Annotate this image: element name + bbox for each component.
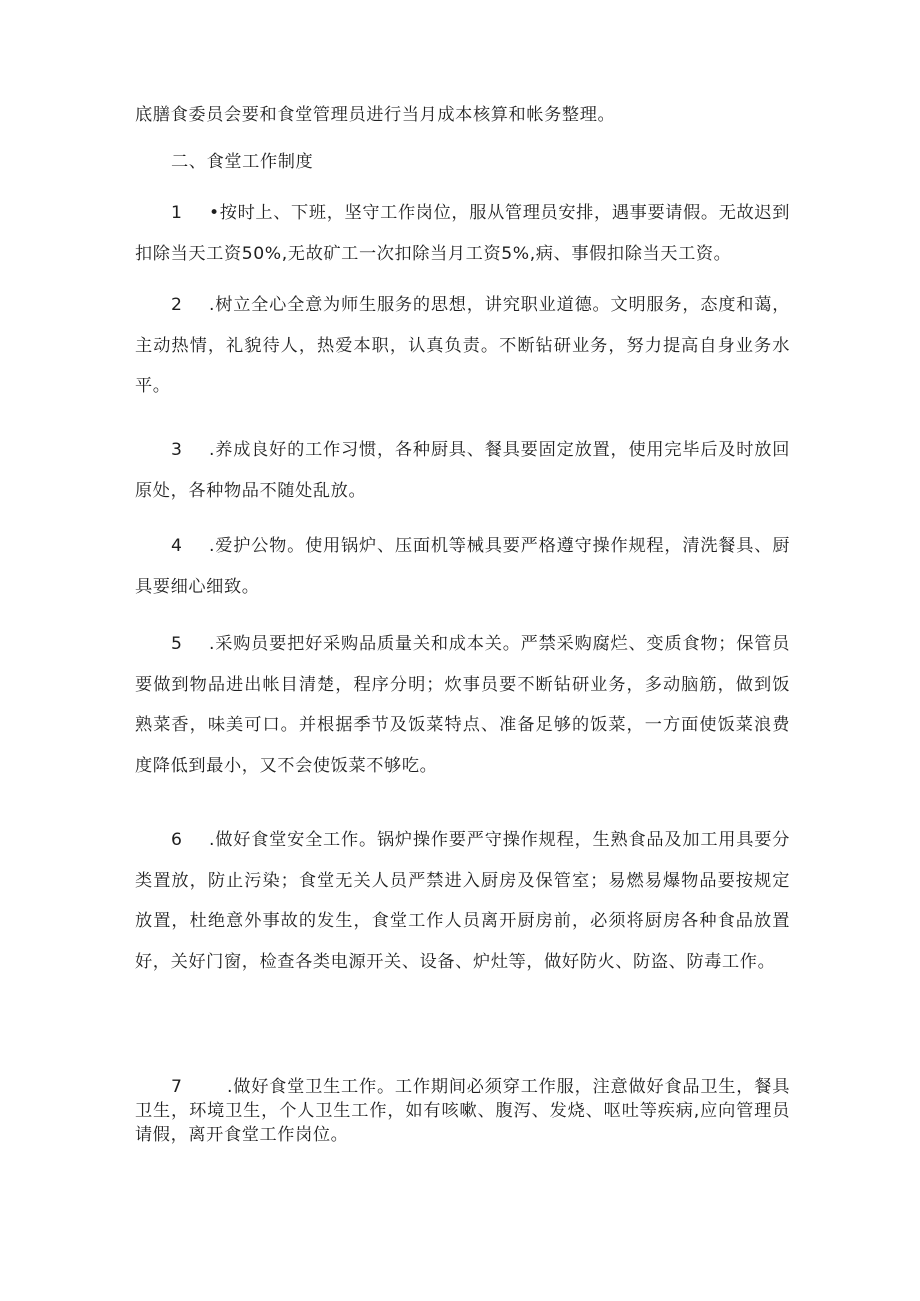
item-number: 3 [171,440,183,460]
item-text: •按时上、下班，坚守工作岗位，服从管理员安排，遇事要请假。无故迟到扣除当天工资50%,无故矿工一次扣除当月工资5%,病、事假扣除当天工资。 [135,203,790,264]
item-text: .爱护公物。使用锅炉、压面机等械具要严格遵守操作规程，清洗餐具、厨具要细心细致。 [135,536,790,597]
rule-item-6 [135,820,790,982]
paragraph-continuation [135,95,790,136]
item-text: .树立全心全意为师生服务的思想，讲究职业道德。文明服务，态度和蔼，主动热情，礼貌待人，热爱本职，认真负责。不断钻研业务，努力提高自身业务水平。 [135,295,790,396]
paragraph-text: 底膳食委员会要和食堂管理员进行当月成本核算和帐务整理。 [135,105,616,125]
item-number: 1 [171,203,183,223]
section-heading [135,142,790,183]
rule-item-2 [135,285,790,407]
item-text: .养成良好的工作习惯，各种厨具、餐具要固定放置，使用完毕后及时放回原处，各种物品不随处乱放。 [135,440,790,501]
item-number: 6 [171,830,183,850]
rule-item-4 [135,526,790,607]
rule-item-5 [135,624,790,786]
heading-text: 二、食堂工作制度 [171,152,314,172]
item-text: .做好食堂卫生工作。工作期间必须穿工作服，注意做好食品卫生，餐具卫生，环境卫生，个人卫生工作，如有咳嗽、腹泻、发烧、呕吐等疾病,应向管理员请假，离开食堂工作岗位。 [135,1077,790,1145]
item-number: 5 [171,634,183,654]
rule-item-1 [135,193,790,274]
rule-item-3 [135,430,790,511]
item-number: 4 [171,536,183,556]
item-text: .做好食堂安全工作。锅炉操作要严守操作规程，生熟食品及加工用具要分类置放，防止污染；食堂无关人员严禁进入厨房及保管室；易燃易爆物品要按规定放置，杜绝意外事故的发生，食堂工作人员离开厨房前，必须将厨房各种食品放置好，关好门窗，检查各类电源开关、设备、炉灶等，做好防火、防盗、防毒工作。 [135,830,790,972]
rule-item-7 [135,1075,790,1147]
item-number: 2 [171,295,183,315]
item-number: 7 [171,1077,183,1097]
item-text: .采购员要把好采购品质量关和成本关。严禁采购腐烂、变质食物；保管员要做到物品进出帐目清楚，程序分明；炊事员要不断钻研业务，多动脑筋，做到饭熟菜香，味美可口。并根据季节及饭菜特点、准备足够的饭菜，一方面使饭菜浪费度降低到最小，又不会使饭菜不够吃。 [135,634,790,776]
